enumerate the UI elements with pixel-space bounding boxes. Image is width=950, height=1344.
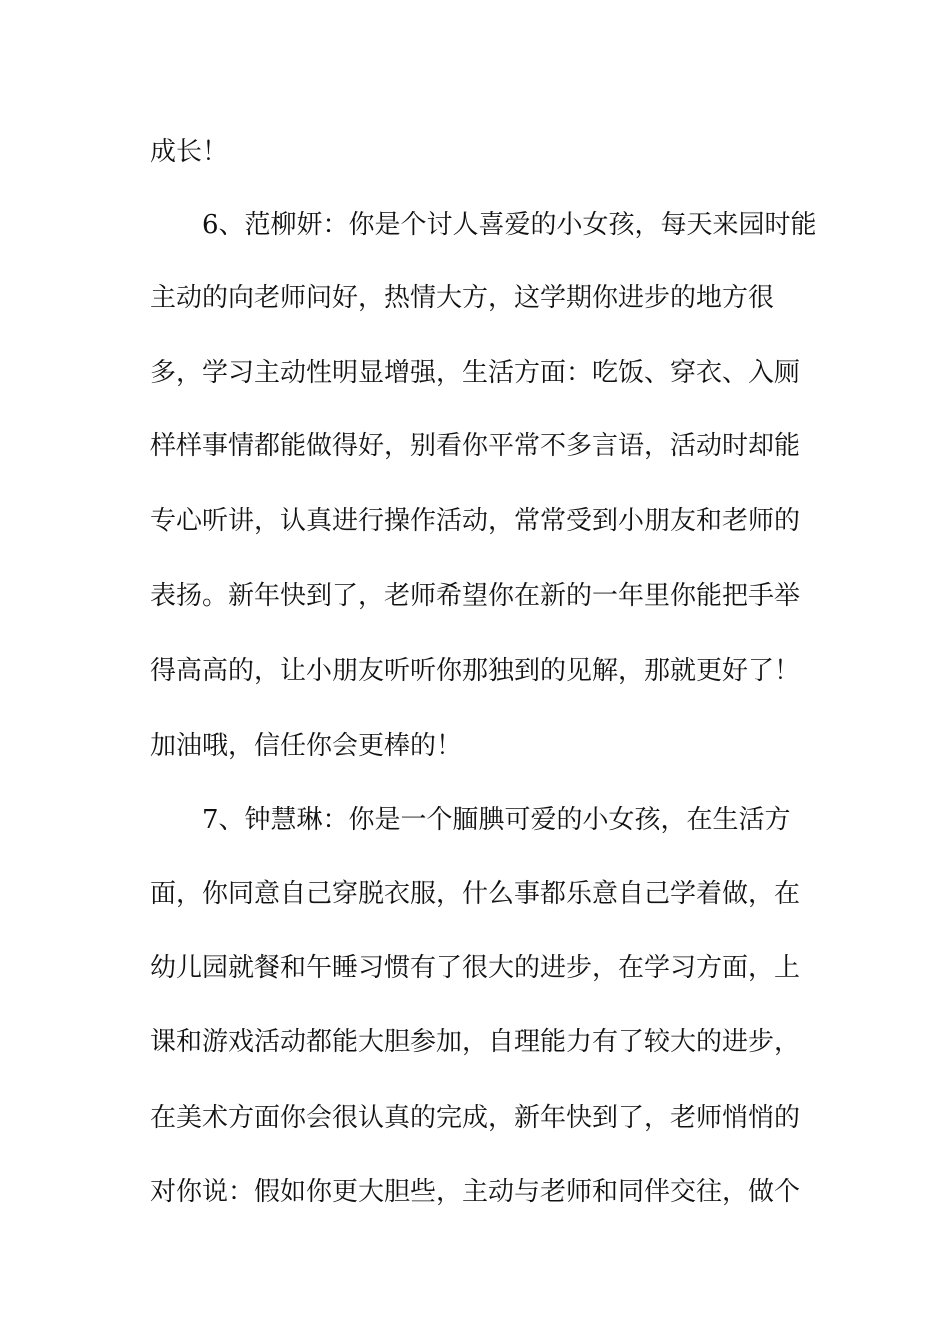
text-line: 课和游戏活动都能大胆参加，自理能力有了较大的进步， — [150, 1027, 801, 1057]
text-line: 专心听讲，认真进行操作活动，常常受到小朋友和老师的 — [150, 506, 801, 536]
text-line: 样样事情都能做得好，别看你平常不多言语，活动时却能 — [150, 431, 801, 461]
text-line: 多，学习主动性明显增强，生活方面：吃饭、穿衣、入厕 — [150, 358, 801, 388]
text-line: 成长！ — [150, 137, 229, 167]
text-line: 在美术方面你会很认真的完成，新年快到了，老师悄悄的 — [150, 1103, 801, 1133]
text-line: 表扬。新年快到了，老师希望你在新的一年里你能把手举 — [150, 581, 801, 611]
paragraph-6-start: 6、范柳妍：你是个讨人喜爱的小女孩，每天来园时能 — [202, 210, 817, 240]
paragraph-7-start: 7、钟慧琳：你是一个腼腆可爱的小女孩，在生活方 — [202, 805, 791, 835]
text-line: 得高高的，让小朋友听听你那独到的见解，那就更好了！ — [150, 656, 801, 686]
text-line: 对你说：假如你更大胆些，主动与老师和同伴交往，做个 — [150, 1177, 801, 1207]
text-line: 面，你同意自己穿脱衣服，什么事都乐意自己学着做，在 — [150, 879, 801, 909]
text-line: 主动的向老师问好，热情大方，这学期你进步的地方很 — [150, 283, 775, 313]
text-line: 幼儿园就餐和午睡习惯有了很大的进步，在学习方面，上 — [150, 953, 801, 983]
text-line: 加油哦，信任你会更棒的！ — [150, 731, 463, 761]
